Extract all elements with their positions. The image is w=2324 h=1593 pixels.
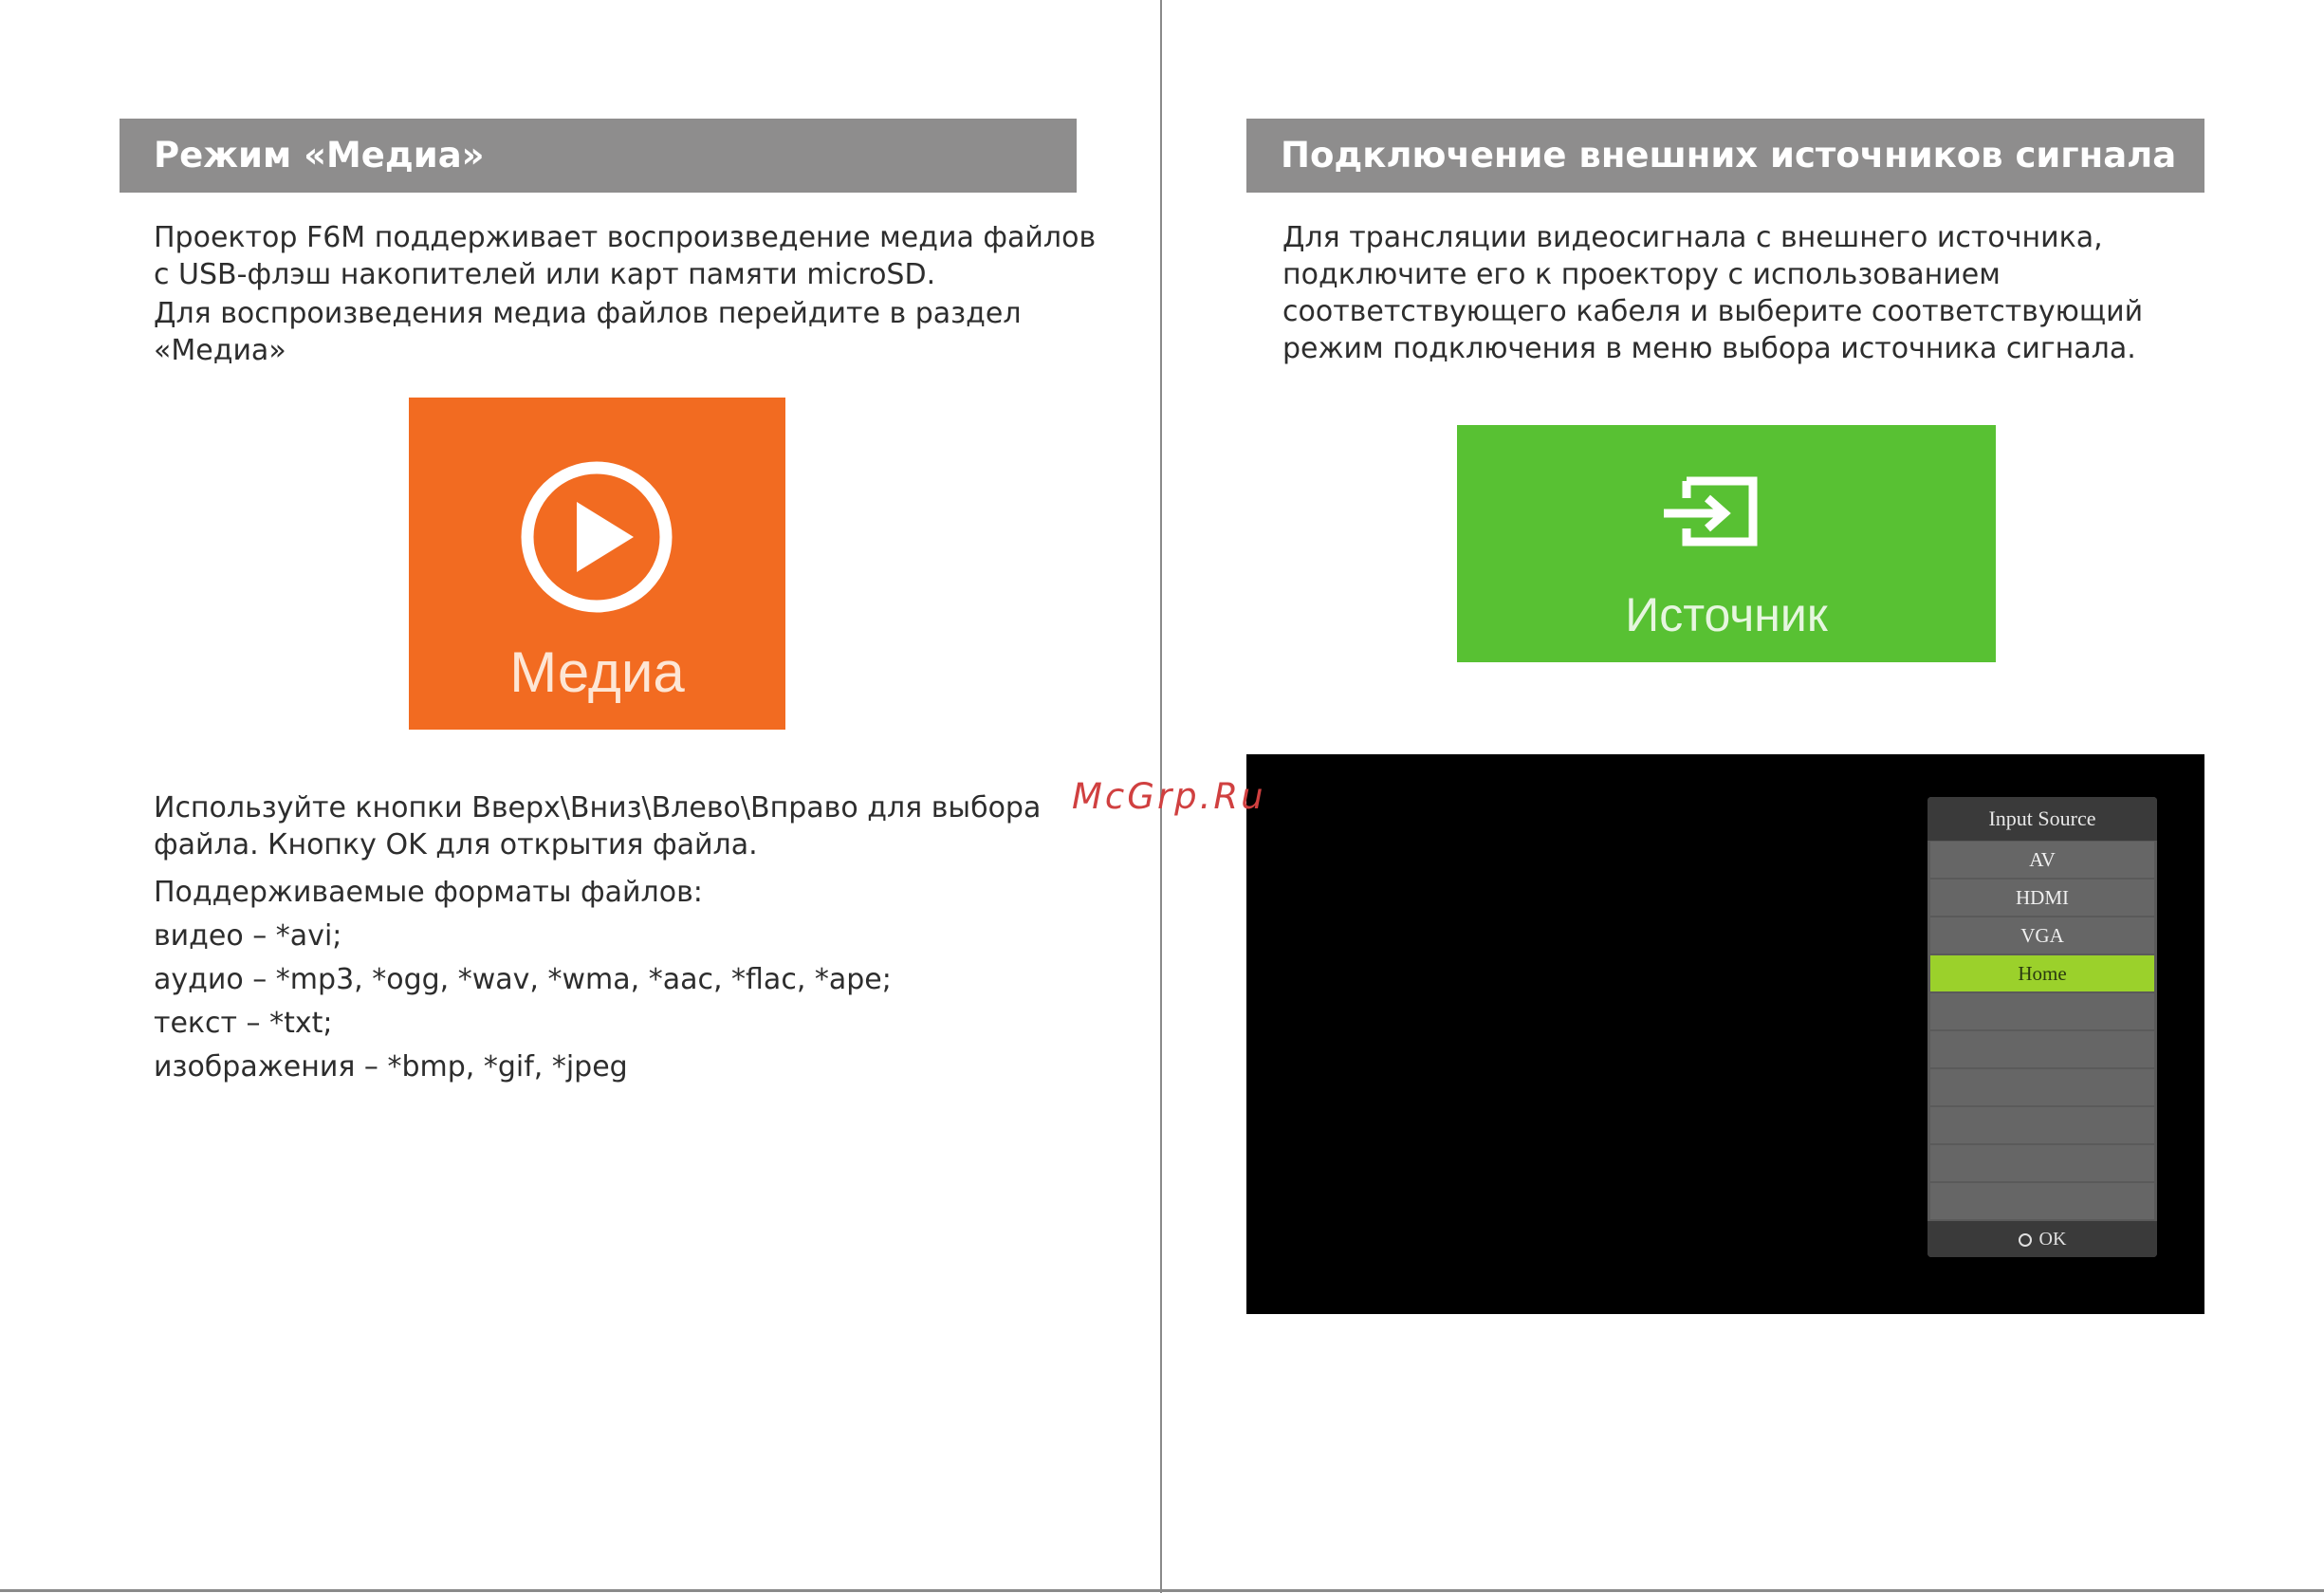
input-source-menu-title: Input Source — [1927, 797, 2157, 841]
menu-item-empty — [1930, 993, 2154, 1029]
menu-item-empty — [1930, 1145, 2154, 1181]
format-images: изображения – *bmp, *gif, *jpeg — [154, 1050, 628, 1084]
source-intro-text — [1282, 219, 2143, 367]
text-line: «Медиа» — [154, 334, 286, 367]
text-line: режим подключения в меню выбора источника сигнала. — [1282, 332, 2136, 365]
text-line: Проектор F6M поддерживает воспроизведение медиа файлов — [154, 221, 1097, 254]
input-source-menu — [1927, 797, 2157, 1257]
projector-screen — [1246, 754, 2204, 1314]
media-section-header: Режим «Медиа» — [120, 119, 1077, 193]
media-intro-text — [154, 219, 1096, 369]
text-line: с USB-флэш накопителей или карт памяти microSD. — [154, 258, 936, 291]
format-text: текст – *txt; — [154, 1007, 333, 1040]
text-line: Для воспроизведения медиа файлов перейдите в раздел — [154, 297, 1022, 330]
menu-item-empty — [1930, 1031, 2154, 1067]
media-tile-label: Медиа — [509, 640, 685, 704]
menu-item-empty — [1930, 1107, 2154, 1143]
source-tile-label: Источник — [1625, 588, 1828, 641]
watermark: McGrp.Ru — [1072, 776, 1266, 817]
text-line: подключите его к проектору с использованием — [1282, 258, 2001, 291]
menu-item-av[interactable]: AV — [1930, 842, 2154, 878]
menu-item-vga[interactable]: VGA — [1930, 917, 2154, 954]
source-section-header: Подключение внешних источников сигнала — [1246, 119, 2204, 193]
input-source-icon — [1658, 475, 1791, 551]
formats-list — [154, 871, 892, 1089]
source-tile[interactable] — [1457, 425, 1996, 662]
play-circle-icon — [518, 458, 675, 616]
formats-title: Поддерживаемые форматы файлов: — [154, 876, 703, 909]
menu-item-empty — [1930, 1183, 2154, 1219]
text-line: Используйте кнопки Вверх\Вниз\Влево\Вправо для выбора — [154, 791, 1042, 824]
text-line: Для трансляции видеосигнала с внешнего источника, — [1282, 221, 2103, 254]
bottom-rule — [0, 1589, 2324, 1592]
menu-item-hdmi[interactable]: HDMI — [1930, 880, 2154, 916]
ok-hint-label: OK — [2038, 1229, 2067, 1250]
ok-button-icon — [2019, 1233, 2032, 1247]
menu-item-home[interactable]: Home — [1930, 955, 2154, 991]
format-audio: аудио – *mp3, *ogg, *wav, *wma, *aac, *flac, *ape; — [154, 963, 892, 996]
menu-item-empty — [1930, 1069, 2154, 1105]
text-line: файла. Кнопку OK для открытия файла. — [154, 828, 758, 861]
ok-hint[interactable] — [1927, 1221, 2157, 1257]
media-instructions — [154, 789, 1041, 863]
text-line: соответствующего кабеля и выберите соответствующий — [1282, 295, 2144, 328]
format-video: видео – *avi; — [154, 919, 342, 953]
media-tile[interactable] — [409, 398, 785, 730]
